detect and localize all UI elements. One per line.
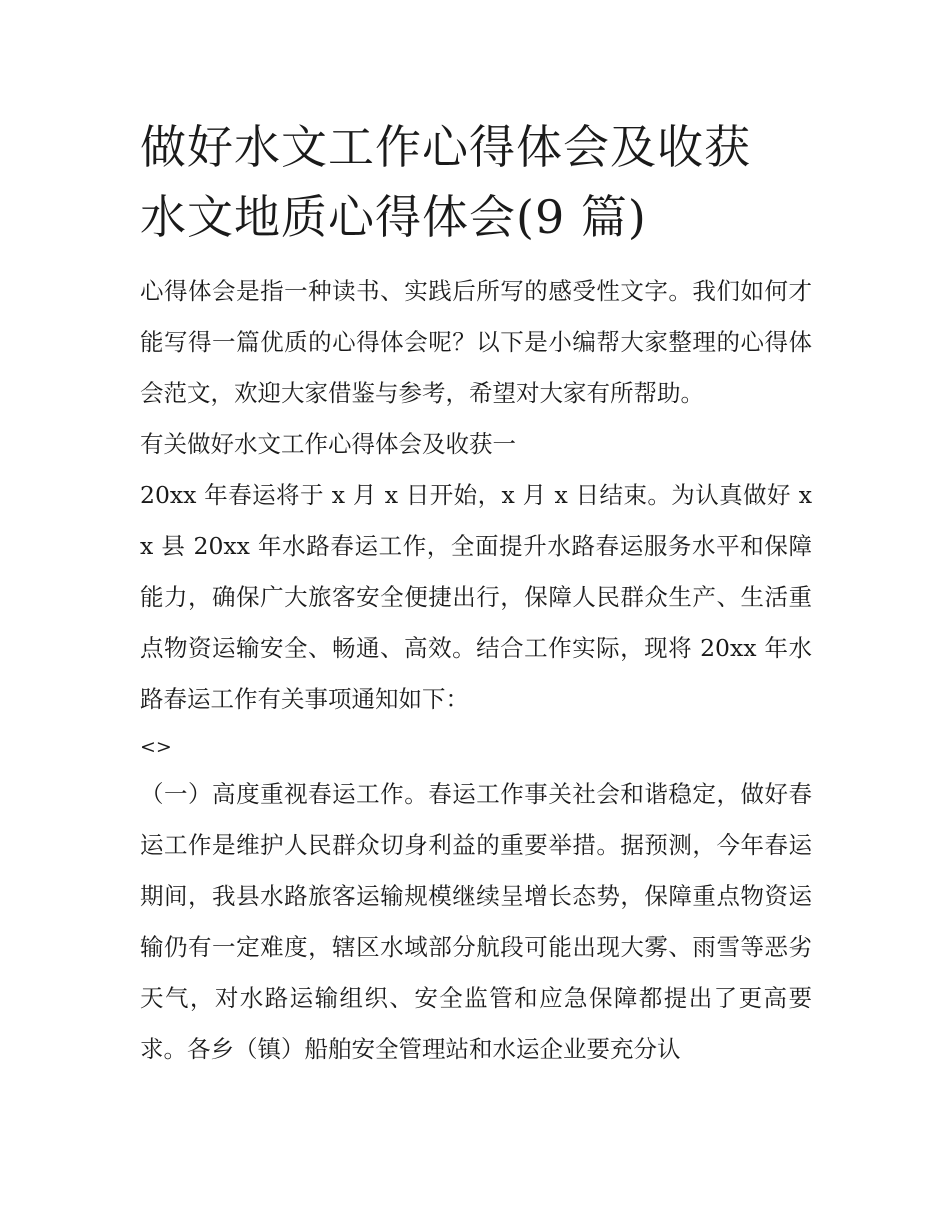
placeholder-marker: <>: [140, 736, 172, 758]
section-heading: 有关做好水文工作心得体会及收获一: [140, 430, 516, 458]
intro-paragraph: 心得体会是指一种读书、实践后所写的感受性文字。我们如何才能写得一篇优质的心得体会呢？以下是小编帮大家整理的心得体会范文，欢迎大家借鉴与参考，希望对大家有所帮助。: [140, 277, 812, 407]
title-line-1: 做好水文工作心得体会及收获: [140, 120, 751, 174]
body-paragraph-1: 20xx 年春运将于 x 月 x 日开始，x 月 x 日结束。为认真做好 xx 县 20xx 年水路春运工作，全面提升水路春运服务水平和保障能力，确保广大旅客安全便捷出行，保障人民群众生产、生活重点物资运输安全、畅通、高效。结合工作实际，现将 20xx 年水路春运工作有关事项通知如下：: [140, 481, 812, 713]
title-line-2: 水文地质心得体会(9 篇): [140, 190, 647, 244]
body-paragraph-2: （一）高度重视春运工作。春运工作事关社会和谐稳定，做好春运工作是维护人民群众切身利益的重要举措。据预测，今年春运期间，我县水路旅客运输规模继续呈增长态势，保障重点物资运输仍有一定难度，辖区水域部分航段可能出现大雾、雨雪等恶劣天气，对水路运输组织、安全监管和应急保障都提出了更高要求。各乡（镇）船舶安全管理站和水运企业要充分认: [140, 780, 812, 1063]
document-page: [140, 112, 812, 1075]
document-body: [140, 266, 812, 1075]
document-title: [140, 112, 812, 252]
